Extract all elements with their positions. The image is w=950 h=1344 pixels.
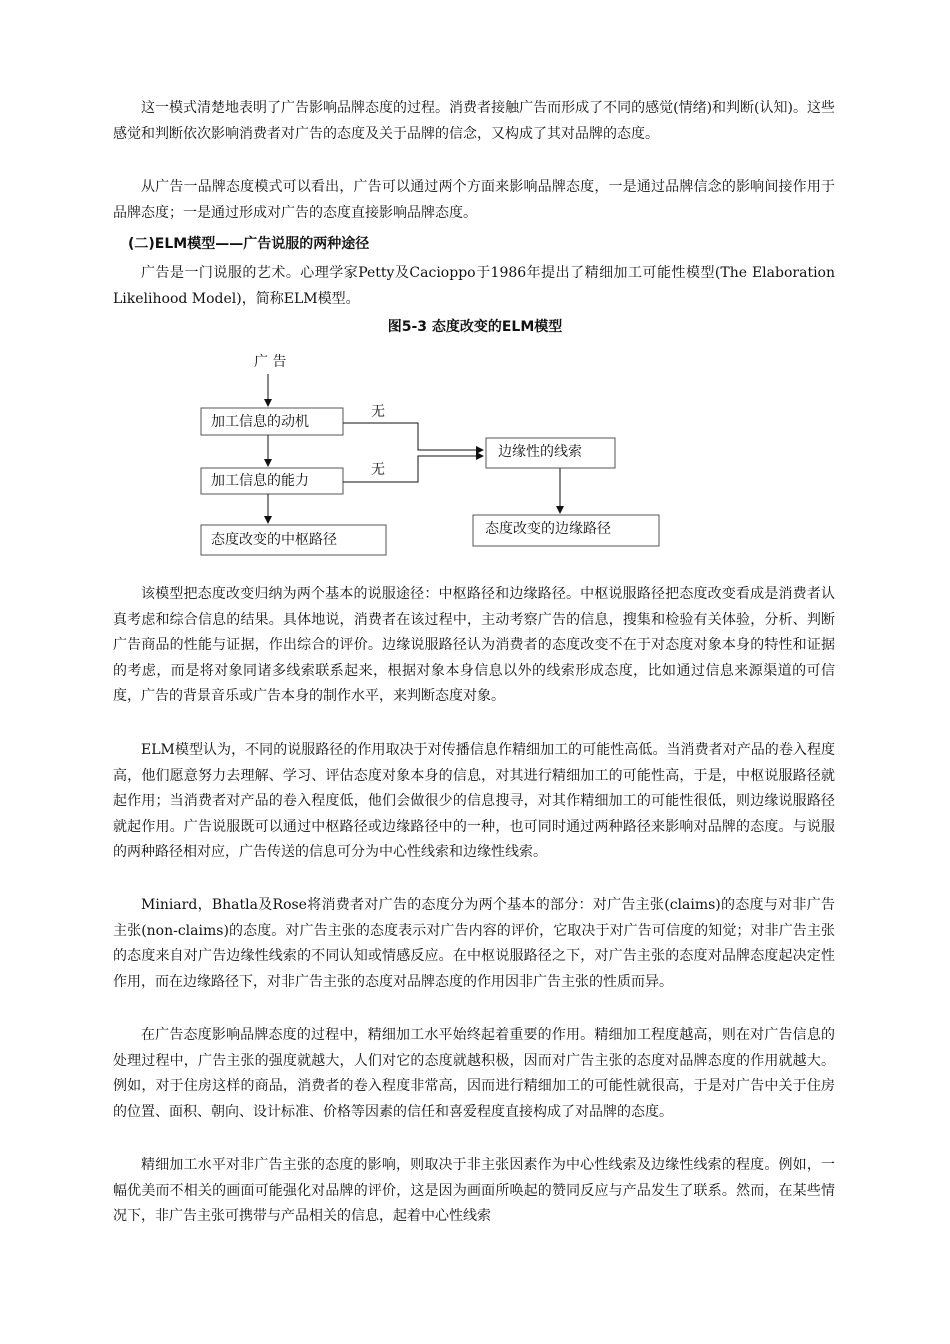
paragraph-intro: 广告是一门说服的艺术。心理学家Petty及Cacioppo于1986年提出了精细加工可能性模型(The Elaboration Likelihood Model)，简称ELM模型。 bbox=[113, 265, 835, 307]
paragraph-2: 从广告一品牌态度模式可以看出，广告可以通过两个方面来影响品牌态度，一是通过品牌信念的影响间接作用于品牌态度；一是通过形成对广告的态度直接影响品牌态度。 bbox=[113, 179, 835, 221]
paragraph-5: Miniard，Bhatla及Rose将消费者对广告的态度分为两个基本的部分：对广告主张(claims)的态度与对非广告主张(non-claims)的态度。对广告主张的态度表示对广告内容的评价，它取决于对广告可信度的知觉；对非广告主张的态度来自对广告边缘性线索的不同认知或情感反应。在中枢说服路径之下，对广告主张的态度对品牌态度起决定性作用，而在边缘路径下，对非广告主张的态度对品牌态度的作用因非广告主张的性质而异。 bbox=[113, 897, 835, 990]
arrow-motivation-to-cue bbox=[343, 423, 483, 450]
arrow-ability-to-cue bbox=[343, 456, 483, 482]
peripheral-cue-label: 边缘性的线索 bbox=[498, 444, 582, 460]
central-route-label: 态度改变的中枢路径 bbox=[211, 532, 337, 548]
paragraph-1: 这一模式清楚地表明了广告影响品牌态度的过程。消费者接触广告而形成了不同的感觉(情绪)和判断(认知)。这些感觉和判断依次影响消费者对广告的态度及关于品牌的信念，又构成了其对品牌的态度。 bbox=[113, 100, 835, 142]
elm-diagram bbox=[0, 340, 950, 560]
ability-label: 加工信息的能力 bbox=[211, 473, 309, 489]
paragraph-6: 在广告态度影响品牌态度的过程中，精细加工水平始终起着重要的作用。精细加工程度越高，则在对广告信息的处理过程中，广告主张的强度就越大，人们对它的态度就越积极，因而对广告主张的态度对品牌态度的作用就越大。例如，对于住房这样的商品，消费者的卷入程度非常高，因而进行精细加工的可能性就很高，于是对广告中关于住房的位置、面积、朝向、设计标准、价格等因素的信任和喜爱程度直接构成了对品牌的态度。 bbox=[113, 1027, 835, 1120]
section-heading: (二)ELM模型——广告说服的两种途径 bbox=[128, 236, 370, 252]
paragraph-7: 精细加工水平对非广告主张的态度的影响，则取决于非主张因素作为中心性线索及边缘性线索的程度。例如，一幅优美而不相关的画面可能强化对品牌的评价，这是因为画面所唤起的赞同反应与产品发生了联系。然而，在某些情况下，非广告主张可携带与产品相关的信息，起着中心性线索 bbox=[113, 1157, 835, 1224]
no-label-ability: 无 bbox=[371, 462, 385, 478]
ad-label: 广 告 bbox=[254, 354, 287, 370]
figure-caption: 图5-3 态度改变的ELM模型 bbox=[387, 319, 563, 335]
paragraph-3: 该模型把态度改变归纳为两个基本的说服途径：中枢路径和边缘路径。中枢说服路径把态度改变看成是消费者认真考虑和综合信息的结果。具体地说，消费者在该过程中，主动考察广告的信息，搜集和检验有关体验，分析、判断广告商品的性能与证据，作出综合的评价。边缘说服路径认为消费者的态度改变不在于对态度对象本身的特性和证据的考虑，而是将对象同诸多线索联系起来，根据对象本身信息以外的线索形成态度，比如通过信息来源渠道的可信度，广告的背景音乐或广告本身的制作水平，来判断态度对象。 bbox=[113, 586, 835, 704]
motivation-label: 加工信息的动机 bbox=[211, 414, 309, 430]
peripheral-route-label: 态度改变的边缘路径 bbox=[485, 521, 611, 537]
no-label-motivation: 无 bbox=[371, 404, 385, 420]
paragraph-4: ELM模型认为，不同的说服路径的作用取决于对传播信息作精细加工的可能性高低。当消费者对产品的卷入程度高，他们愿意努力去理解、学习、评估态度对象本身的信息，对其进行精细加工的可能性高，于是，中枢说服路径就起作用；当消费者对产品的卷入程度低，他们会做很少的信息搜寻，对其作精细加工的可能性很低，则边缘说服路径就起作用。广告说服既可以通过中枢路径或边缘路径中的一种，也可同时通过两种路径来影响对品牌的态度。与说服的两种路径相对应，广告传送的信息可分为中心性线索和边缘性线索。 bbox=[113, 742, 835, 860]
